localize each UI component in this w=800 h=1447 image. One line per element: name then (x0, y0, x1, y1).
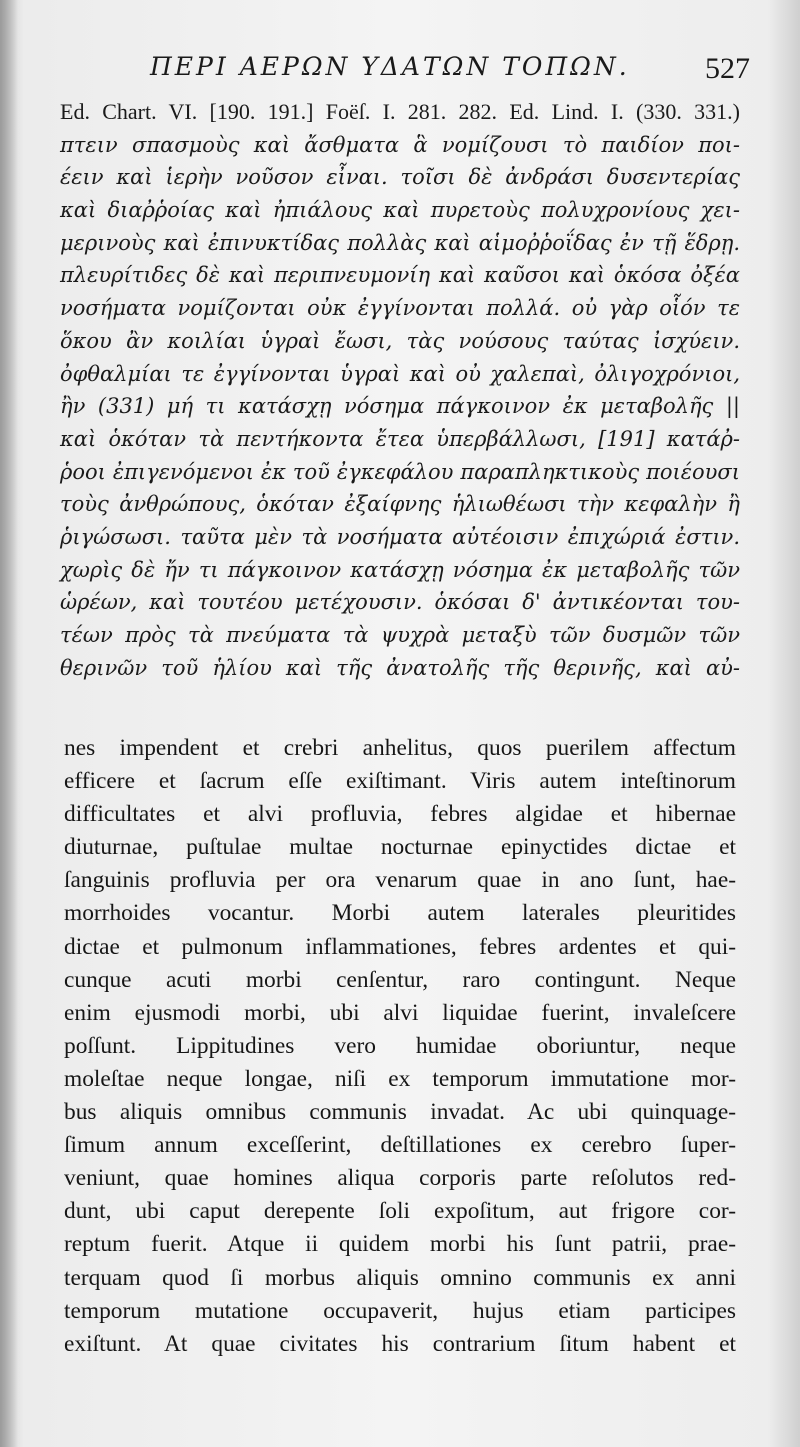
page-number: 527 (705, 52, 750, 85)
latin-text-line: enim ejusmodi morbi, ubi alvi liquidae fuerint, invaleſcere (64, 999, 736, 1026)
latin-text-line: diuturnae, puſtulae multae nocturnae epinyctides dictae et (64, 834, 736, 861)
greek-text-line: ῥιγώσωσι. ταῦτα μὲν τὰ νοσήματα αὐτέοισιν ἐπιχώριά ἐστιν. (60, 524, 740, 549)
greek-text-line: ὅκου ἂν κοιλίαι ὑγραὶ ἔωσι, τὰς νούσους ταύτας ἰσχύειν. (60, 328, 740, 353)
latin-text-block (64, 732, 736, 1361)
latin-text-line: exiſtunt. At quae civitates his contrarium ſitum habent et (64, 1330, 736, 1357)
latin-text-line: poſſunt. Lippitudines vero humidae oboriuntur, neque (64, 1032, 736, 1059)
greek-text-block (60, 96, 740, 684)
greek-text-line: νοσήματα νομίζονται οὐκ ἐγγίνονται πολλά. οὐ γὰρ οἷόν τε (60, 296, 740, 321)
greek-text-line: ὀφθαλμίαι τε ἐγγίνονται ὑγραὶ καὶ οὐ χαλεπαὶ, ὀλιγοχρόνιοι, (60, 361, 740, 386)
latin-text-line: veniunt, quae homines aliqua corporis parte reſolutos red- (64, 1165, 736, 1192)
greek-text-line: χωρὶς δὲ ἤν τι πάγκοινον κατάσχῃ νόσημα ἐκ μεταβολῆς τῶν (60, 557, 740, 582)
latin-text-line: efficere et ſacrum eſſe exiſtimant. Viris autem inteſtinorum (64, 768, 736, 795)
latin-text-line: dictae et pulmonum inflammationes, febres ardentes et qui- (64, 933, 736, 960)
greek-text-line: ῥοοι ἐπιγενόμενοι ἐκ τοῦ ἐγκεφάλου παραπληκτικοὺς ποιέουσι (60, 459, 740, 484)
greek-text-line: τέων πρὸς τὰ πνεύματα τὰ ψυχρὰ μεταξὺ τῶν δυσμῶν τῶν (60, 623, 740, 647)
greek-text-line: Ed. Chart. VI. [190. 191.] Foëſ. I. 281. 282. Ed. Lind. I. (330. 331.) (60, 99, 740, 124)
latin-text-line: reptum fuerit. Atque ii quidem morbi his ſunt patrii, prae- (64, 1231, 736, 1258)
latin-text-line: nes impendent et crebri anhelitus, quos puerilem affectum (64, 735, 736, 761)
latin-text-line: morrhoides vocantur. Morbi autem laterales pleuritides (64, 900, 736, 927)
running-title: ΠΕΡΙ ΑΕΡΩΝ ΥΔΑΤΩΝ ΤΟΠΩΝ. (150, 52, 630, 81)
greek-text-line: ὡρέων, καὶ τουτέου μετέχουσιν. ὁκόσαι δ' ἀντικέονται του- (60, 590, 740, 615)
page-header (60, 44, 750, 94)
latin-text-line: ſimum annum exceſſerint, deſtillationes ex cerebro ſuper- (64, 1132, 736, 1159)
latin-text-line: terquam quod ſi morbus aliquis omnino communis ex anni (64, 1264, 736, 1291)
greek-text-line: έειν καὶ ἱερὴν νοῦσον εἶναι. τοῖσι δὲ ἀνδράσι δυσεντερίας (60, 165, 740, 190)
greek-text-line: θερινῶν τοῦ ἡλίου καὶ τῆς ἀνατολῆς τῆς θερινῆς, καὶ αὐ- (60, 655, 740, 680)
greek-text-line: μερινοὺς καὶ ἐπινυκτίδας πολλὰς καὶ αἱμοῤῥοΐδας ἐν τῇ ἕδρῃ. (60, 230, 740, 255)
greek-text-line: πλευρίτιδες δὲ καὶ περιπνευμονίη καὶ καῦσοι καὶ ὁκόσα ὀξέα (60, 263, 740, 288)
latin-text-line: difficultates et alvi profluvia, febres algidae et hibernae (64, 801, 736, 828)
greek-text-line: καὶ διαῤῥοίας καὶ ἠπιάλους καὶ πυρετοὺς πολυχρονίους χει- (60, 198, 740, 223)
binding-shadow (0, 0, 18, 1447)
greek-text-line: καὶ ὁκόταν τὰ πεντήκοντα ἔτεα ὑπερβάλλωσι, [191] κατάῤ- (60, 426, 740, 451)
greek-text-line: ἢν (331) μή τι κατάσχῃ νόσημα πάγκοινον ἐκ μεταβολῆς || (60, 394, 740, 419)
latin-text-line: bus aliquis omnibus communis invadat. Ac ubi quinquage- (64, 1099, 736, 1126)
latin-text-line: moleſtae neque longae, niſi ex temporum immutatione mor- (64, 1065, 736, 1092)
greek-text-line: τοὺς ἀνθρώπους, ὁκόταν ἐξαίφνης ἡλιωθέωσι τὴν κεφαλὴν ἢ (60, 492, 740, 517)
latin-text-line: dunt, ubi caput derepente ſoli expoſitum, aut frigore cor- (64, 1198, 736, 1225)
latin-text-line: temporum mutatione occupaverit, hujus etiam participes (64, 1297, 736, 1324)
latin-text-line: ſanguinis profluvia per ora venarum quae in ano ſunt, hae- (64, 867, 736, 894)
greek-text-line: πτειν σπασμοὺς καὶ ἄσθματα ἃ νομίζουσι τὸ παιδίον ποι- (60, 132, 740, 157)
latin-text-line: cunque acuti morbi cenſentur, raro contingunt. Neque (64, 966, 736, 993)
